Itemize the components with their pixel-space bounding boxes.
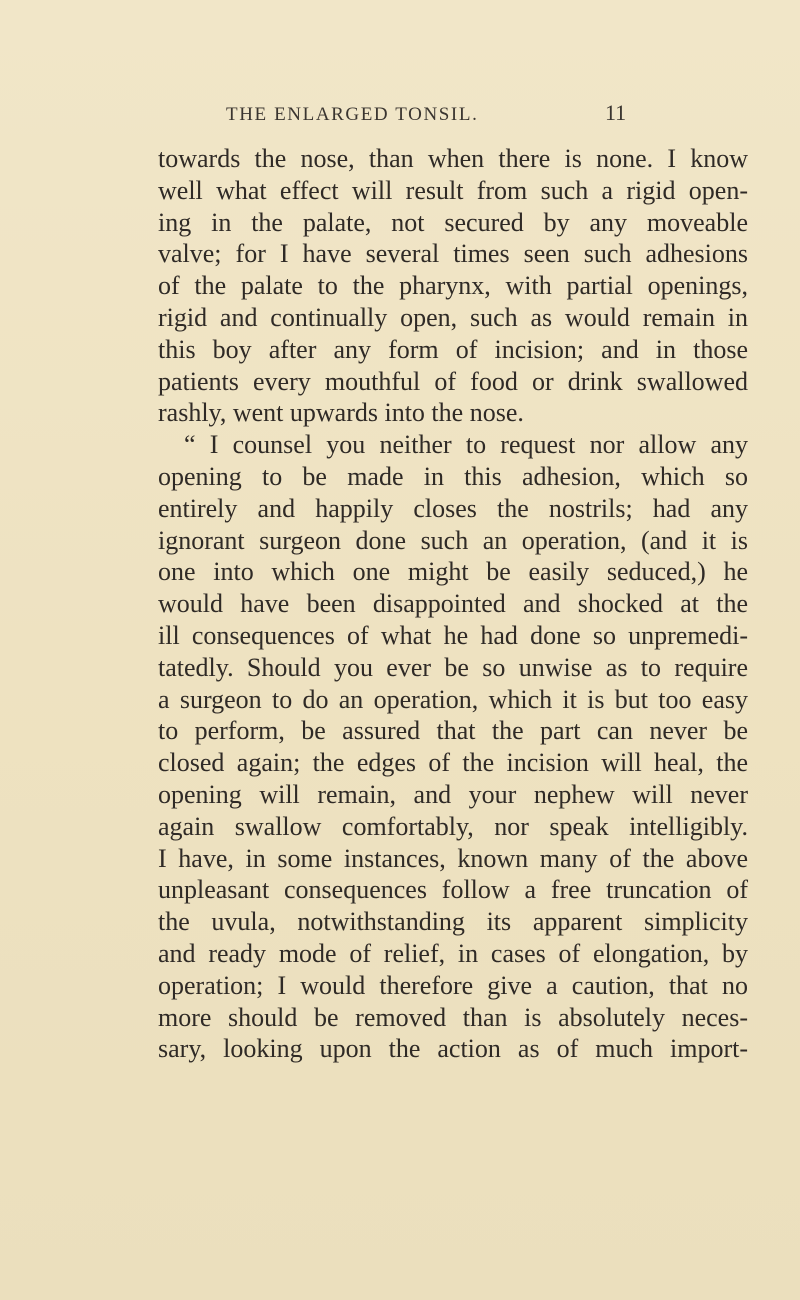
text-line: of the palate to the pharynx, with partial openings, — [158, 271, 748, 301]
text-line: entirely and happily closes the nostrils; had any — [158, 493, 748, 523]
text-line: again swallow comfortably, nor speak intelligibly. — [158, 811, 748, 841]
text-line: unpleasant consequences follow a free truncation of — [158, 875, 748, 905]
text-line: closed again; the edges of the incision will heal, the — [158, 748, 748, 778]
text-line: tatedly. Should you ever be so unwise as to require — [158, 652, 748, 682]
text-line: opening will remain, and your nephew will never — [158, 779, 748, 809]
text-line: and ready mode of relief, in cases of elongation, by — [158, 938, 748, 968]
text-line: rashly, went upwards into the nose. — [158, 398, 524, 428]
text-line: more should be removed than is absolutely neces- — [158, 1002, 748, 1032]
text-line: one into which one might be easily seduced,) he — [158, 557, 748, 587]
text-line: valve; for I have several times seen such adhesions — [158, 239, 748, 269]
text-line: operation; I would therefore give a caution, that no — [158, 970, 748, 1000]
text-line: would have been disappointed and shocked at the — [158, 589, 748, 619]
text-line: sary, looking upon the action as of much import- — [158, 1034, 748, 1064]
text-line: patients every mouthful of food or drink swallowed — [158, 366, 748, 396]
page-number: 11 — [605, 100, 627, 125]
text-line: a surgeon to do an operation, which it is but too easy — [158, 684, 748, 714]
text-line: “ I counsel you neither to request nor allow any — [184, 430, 748, 460]
text-line: to perform, be assured that the part can never be — [158, 716, 748, 746]
text-line: I have, in some instances, known many of the above — [158, 843, 748, 873]
text-line: this boy after any form of incision; and in those — [158, 334, 748, 364]
text-line: the uvula, notwithstanding its apparent simplicity — [158, 907, 748, 937]
text-line: opening to be made in this adhesion, which so — [158, 461, 748, 491]
running-head: THE ENLARGED TONSIL. — [226, 104, 479, 125]
text-line: ignorant surgeon done such an operation, (and it is — [158, 525, 748, 555]
text-line: ill consequences of what he had done so unpremedi- — [158, 620, 748, 650]
text-line: rigid and continually open, such as would remain in — [158, 302, 748, 332]
body-text — [158, 143, 748, 1065]
text-line: ing in the palate, not secured by any moveable — [158, 207, 748, 237]
text-line: well what effect will result from such a rigid open- — [158, 175, 748, 205]
text-line: towards the nose, than when there is none. I know — [158, 144, 748, 173]
